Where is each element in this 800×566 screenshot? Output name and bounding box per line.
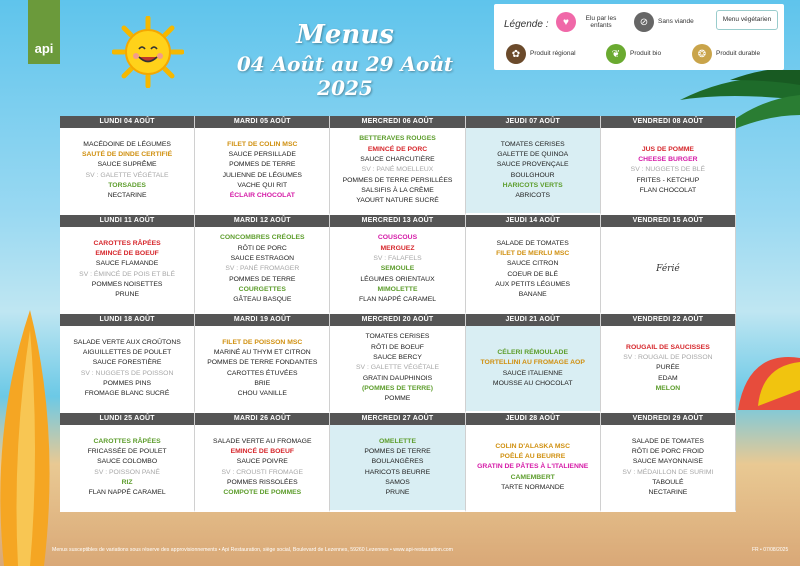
- legend-regional-label: Produit régional: [530, 50, 576, 58]
- day-menu: [195, 326, 329, 411]
- menu-item: SALADE DE TOMATES: [631, 437, 704, 445]
- day-menu: [60, 128, 194, 213]
- menu-item: (POMMES DE TERRE): [361, 384, 433, 392]
- day-cell: [330, 116, 465, 215]
- menu-item: HARICOTS BEURRE: [364, 468, 431, 476]
- menu-item: SV : NUGGETS DE BLÉ: [630, 166, 706, 174]
- menu-item: CHEESE BURGER: [638, 156, 698, 164]
- menu-item: COEUR DE BLÉ: [507, 270, 558, 278]
- menu-item: CAROTTES RÂPÉES: [93, 239, 161, 247]
- menu-item: SALSIFIS À LA CRÈME: [361, 186, 434, 194]
- menu-item: BRIE: [254, 379, 271, 387]
- day-menu: [466, 227, 600, 312]
- menu-item: SAUCE PROVENÇALE: [496, 161, 569, 169]
- menu-item: POMMES DE TERRE: [229, 275, 296, 283]
- legend-vegetarien: [716, 10, 778, 30]
- day-header: VENDREDI 29 AOÛT: [601, 413, 735, 425]
- menu-item: FLAN CHOCOLAT: [639, 186, 697, 194]
- day-menu: [466, 128, 600, 213]
- menu-item: COLIN D'ALASKA MSC: [495, 442, 570, 450]
- menu-item: ÉCLAIR CHOCOLAT: [229, 192, 295, 200]
- menu-item: POÊLÉ AU BEURRE: [500, 453, 566, 461]
- day-menu: [330, 128, 464, 213]
- menu-item: SV : ROUGAIL DE POISSON: [623, 354, 713, 362]
- legend-durable-label: Produit durable: [716, 50, 761, 58]
- menu-item: SAUCE ITALIENNE: [502, 369, 563, 377]
- menu-item: GRATIN DAUPHINOIS: [362, 374, 433, 382]
- menu-item: PRUNE: [385, 489, 410, 497]
- day-cell: [60, 413, 195, 512]
- day-header: MARDI 12 AOÛT: [195, 215, 329, 227]
- footer-ref: FR • 07/08/2025: [752, 547, 789, 553]
- day-cell: [330, 314, 465, 413]
- menu-item: ABRICOTS: [515, 192, 551, 200]
- period-text: 04 Août au 29 Août 2025: [236, 52, 454, 100]
- menu-item: POMMES RISSOLÉES: [226, 478, 298, 486]
- menu-item: EMINCÉ DE BOEUF: [95, 249, 159, 257]
- menu-item: SEMOULE: [380, 265, 415, 273]
- menu-item: CAMEMBERT: [510, 473, 555, 481]
- day-cell: [195, 413, 330, 512]
- menu-item: POMMES DE TERRE: [229, 161, 296, 169]
- menu-item: CAROTTES RÂPÉES: [93, 437, 161, 445]
- legend-regional: [506, 44, 594, 64]
- menu-item: OMELETTE: [378, 437, 416, 445]
- menu-item: EDAM: [658, 374, 678, 382]
- menu-item: TORTELLINI AU FROMAGE AOP: [480, 359, 585, 367]
- day-cell: [601, 215, 736, 314]
- day-header: LUNDI 25 AOÛT: [60, 413, 194, 425]
- footer-note: Menus susceptibles de variations sous réserve des approvisionnements • Api Restauration, siège social, Boulevard de Lezennes, 59260 Lezennes • www.api-restauration.com: [52, 547, 453, 553]
- menu-item: SV : MÉDAILLON DE SURIMI: [622, 468, 714, 476]
- day-header: MERCREDI 06 AOÛT: [330, 116, 464, 128]
- menu-item: NECTARINE: [648, 489, 688, 497]
- day-menu: [60, 227, 194, 312]
- legend-vegetarien-label: Menu végétarien: [722, 16, 772, 24]
- legend-enfants: [556, 12, 626, 32]
- menu-item: COURGETTES: [238, 285, 286, 293]
- api-logo: api: [28, 0, 60, 64]
- menu-item: SV : FALAFELS: [373, 255, 422, 263]
- menu-item: SV : POISSON PANÉ: [94, 468, 160, 476]
- menu-item: MARINÉ AU THYM ET CITRON: [213, 348, 311, 356]
- menu-item: FLAN NAPPÉ CARAMEL: [358, 296, 437, 304]
- menu-item: MACÉDOINE DE LÉGUMES: [83, 140, 171, 148]
- menu-item: SALADE VERTE AU FROMAGE: [213, 437, 312, 445]
- legend-sans-viande: [634, 12, 708, 32]
- menu-item: SV : CROUSTI FROMAGE: [221, 468, 304, 476]
- menu-item: MIMOLETTE: [377, 285, 418, 293]
- legend-bio: [606, 44, 678, 64]
- menu-item: SAUCE BERCY: [373, 354, 422, 362]
- day-header: MERCREDI 27 AOÛT: [330, 413, 464, 425]
- day-header: VENDREDI 22 AOÛT: [601, 314, 735, 326]
- menu-item: AUX PETITS LÉGUMES: [495, 280, 571, 288]
- day-menu: [330, 425, 464, 510]
- menu-grid: [60, 116, 736, 512]
- menu-item: CHOU VANILLE: [237, 390, 287, 398]
- menu-item: SAUCE FLAMANDE: [95, 260, 159, 268]
- menu-item: VACHE QUI RIT: [237, 181, 288, 189]
- day-menu: [466, 326, 600, 411]
- legend-label: Légende :: [504, 19, 549, 30]
- menu-item: SALADE DE TOMATES: [496, 239, 569, 247]
- day-menu: [330, 227, 464, 312]
- menu-item: SAUCE CITRON: [507, 260, 559, 268]
- menu-item: SAUCE FORESTIÈRE: [92, 359, 162, 367]
- day-cell: [195, 116, 330, 215]
- beach-umbrella-illustration: [728, 350, 800, 420]
- menu-item: SAUCE SUPRÊME: [97, 161, 157, 169]
- menu-item: POMME: [384, 395, 411, 403]
- title-text: Menus: [296, 20, 394, 50]
- menu-item: SAUTÉ DE DINDE CERTIFIÉ: [81, 150, 173, 158]
- day-header: LUNDI 04 AOÛT: [60, 116, 194, 128]
- menu-item: SAUCE PERSILLADE: [228, 150, 296, 158]
- menu-item: COUSCOUS: [377, 234, 418, 242]
- menu-item: EMINCÉ DE BOEUF: [230, 447, 295, 455]
- menu-item: TORSADES: [108, 181, 146, 189]
- menu-item: CÉLERI RÉMOULADE: [497, 348, 568, 356]
- menu-item: JUS DE POMME: [641, 145, 694, 153]
- menu-item: TABOULÉ: [652, 478, 684, 486]
- menu-item: EMINCÉ DE PORC: [367, 145, 428, 153]
- menu-item: SAUCE COLOMBO: [97, 458, 158, 466]
- menu-item: SAUCE CHARCUTIÈRE: [360, 156, 435, 164]
- no-meat-icon: ⊘: [634, 12, 654, 32]
- day-header: MERCREDI 20 AOÛT: [330, 314, 464, 326]
- day-menu: [466, 425, 600, 510]
- day-cell: [466, 215, 601, 314]
- menu-item: NECTARINE: [107, 192, 147, 200]
- day-menu: [195, 227, 329, 312]
- legend-sans-viande-label: Sans viande: [658, 18, 694, 26]
- menu-item: FILET DE MERLU MSC: [496, 249, 570, 257]
- day-cell: [601, 314, 736, 413]
- menu-item: RIZ: [121, 478, 133, 486]
- day-menu: [60, 425, 194, 510]
- menu-item: RÔTI DE PORC: [237, 244, 287, 252]
- menu-item: SAUCE POIVRE: [236, 458, 288, 466]
- legend-enfants-label: Elu par les enfants: [585, 14, 617, 29]
- menu-item: FILET DE POISSON MSC: [222, 338, 303, 346]
- menu-item: PRUNE: [115, 291, 139, 299]
- day-cell: [195, 314, 330, 413]
- menu-item: MERGUEZ: [380, 244, 415, 252]
- day-header: LUNDI 11 AOÛT: [60, 215, 194, 227]
- menu-item: SV : PANÉ MOELLEUX: [361, 166, 434, 174]
- day-cell: [466, 116, 601, 215]
- menu-item: JULIENNE DE LÉGUMES: [222, 171, 302, 179]
- menu-item: POMMES DE TERRE: [364, 447, 431, 455]
- menu-item: POMMES DE TERRE FONDANTES: [207, 359, 318, 367]
- menu-item: CAROTTES ÉTUVÉES: [226, 369, 298, 377]
- day-cell: [60, 314, 195, 413]
- day-cell: [60, 215, 195, 314]
- day-cell: [330, 215, 465, 314]
- menu-item: POMMES NOISETTES: [91, 280, 163, 288]
- menu-item: SAUCE MAYONNAISE: [632, 458, 703, 466]
- legend: [494, 4, 784, 70]
- day-cell: [601, 413, 736, 512]
- menu-item: MOUSSE AU CHOCOLAT: [492, 379, 573, 387]
- menu-item: BOULGHOUR: [510, 171, 555, 179]
- menu-item: GALETTE DE QUINOA: [497, 150, 569, 158]
- day-menu: [60, 326, 194, 411]
- menu-item: LÉGUMES ORIENTAUX: [360, 275, 435, 283]
- day-menu: [601, 128, 735, 213]
- day-header: MARDI 19 AOÛT: [195, 314, 329, 326]
- day-menu: [601, 227, 735, 312]
- menu-item: BOULANGÈRES: [371, 458, 424, 466]
- menu-item: SV : PANÉ FROMAGER: [225, 265, 300, 273]
- menu-item: TOMATES CERISES: [365, 333, 430, 341]
- menu-item: MELON: [655, 384, 681, 392]
- menu-item: HARICOTS VERTS: [502, 181, 563, 189]
- day-header: MARDI 26 AOÛT: [195, 413, 329, 425]
- menu-item: AIGUILLETTES DE POULET: [82, 348, 172, 356]
- legend-durable: [692, 44, 774, 64]
- menu-item: SV : GALETTE VÉGÉTALE: [85, 171, 169, 179]
- region-map-icon: ✿: [506, 44, 526, 64]
- menu-item: FRICASSÉE DE POULET: [87, 447, 167, 455]
- day-menu: [601, 425, 735, 510]
- menu-item: GRATIN DE PÂTES À L'ITALIENNE: [477, 463, 589, 471]
- day-header: MERCREDI 13 AOÛT: [330, 215, 464, 227]
- durable-icon: ❂: [692, 44, 712, 64]
- day-header: VENDREDI 15 AOÛT: [601, 215, 735, 227]
- menu-item: SAMOS: [385, 478, 410, 486]
- menu-item: Férié: [656, 264, 680, 275]
- menu-item: FROMAGE BLANC SUCRÉ: [84, 390, 170, 398]
- menu-item: YAOURT NATURE SUCRÉ: [356, 197, 439, 205]
- day-header: JEUDI 21 AOÛT: [466, 314, 600, 326]
- menu-item: RÔTI DE PORC FROID: [631, 447, 704, 455]
- menu-item: PURÉE: [656, 364, 680, 372]
- day-cell: [601, 116, 736, 215]
- day-cell: [330, 413, 465, 512]
- menu-item: CONCOMBRES CRÉOLES: [219, 234, 305, 242]
- menu-item: BANANE: [518, 291, 547, 299]
- day-cell: [466, 413, 601, 512]
- day-menu: [195, 128, 329, 213]
- menu-item: TARTE NORMANDE: [501, 483, 565, 491]
- menu-item: FRITES - KETCHUP: [636, 176, 700, 184]
- day-header: VENDREDI 08 AOÛT: [601, 116, 735, 128]
- day-cell: [60, 116, 195, 215]
- sun-illustration: [112, 16, 184, 88]
- day-cell: [466, 314, 601, 413]
- menu-item: RÔTI DE BOEUF: [371, 343, 424, 351]
- menu-item: ROUGAIL DE SAUCISSES: [626, 343, 710, 351]
- heart-icon: ♥: [556, 12, 576, 32]
- surfboard-illustration: [0, 310, 52, 566]
- day-header: LUNDI 18 AOÛT: [60, 314, 194, 326]
- day-header: JEUDI 28 AOÛT: [466, 413, 600, 425]
- menu-item: COMPOTE DE POMMES: [223, 489, 302, 497]
- menu-item: SV : GALETTE VÉGÉTALE: [356, 364, 439, 372]
- menu-item: POMMES PINS: [103, 379, 152, 387]
- menu-item: POMMES DE TERRE PERSILLÉES: [342, 176, 453, 184]
- leaf-icon: ❦: [606, 44, 626, 64]
- menu-item: FLAN NAPPÉ CARAMEL: [88, 489, 166, 497]
- menu-item: SV : ÉMINCÉ DE POIS ET BLÉ: [79, 270, 175, 278]
- day-header: JEUDI 14 AOÛT: [466, 215, 600, 227]
- menu-item: SAUCE ESTRAGON: [230, 255, 295, 263]
- day-menu: [330, 326, 464, 411]
- menu-item: SALADE VERTE AUX CROÛTONS: [73, 338, 181, 346]
- day-cell: [195, 215, 330, 314]
- menu-item: SV : NUGGETS DE POISSON: [80, 369, 174, 377]
- day-menu: [601, 326, 735, 411]
- menu-title: [220, 20, 470, 100]
- menu-item: FILET DE COLIN MSC: [227, 140, 298, 148]
- menu-item: BETTERAVES ROUGES: [359, 135, 436, 143]
- day-header: JEUDI 07 AOÛT: [466, 116, 600, 128]
- menu-item: TOMATES CERISES: [500, 140, 565, 148]
- legend-bio-label: Produit bio: [630, 50, 662, 58]
- menu-item: GÂTEAU BASQUE: [233, 296, 292, 304]
- day-menu: [195, 425, 329, 510]
- day-header: MARDI 05 AOÛT: [195, 116, 329, 128]
